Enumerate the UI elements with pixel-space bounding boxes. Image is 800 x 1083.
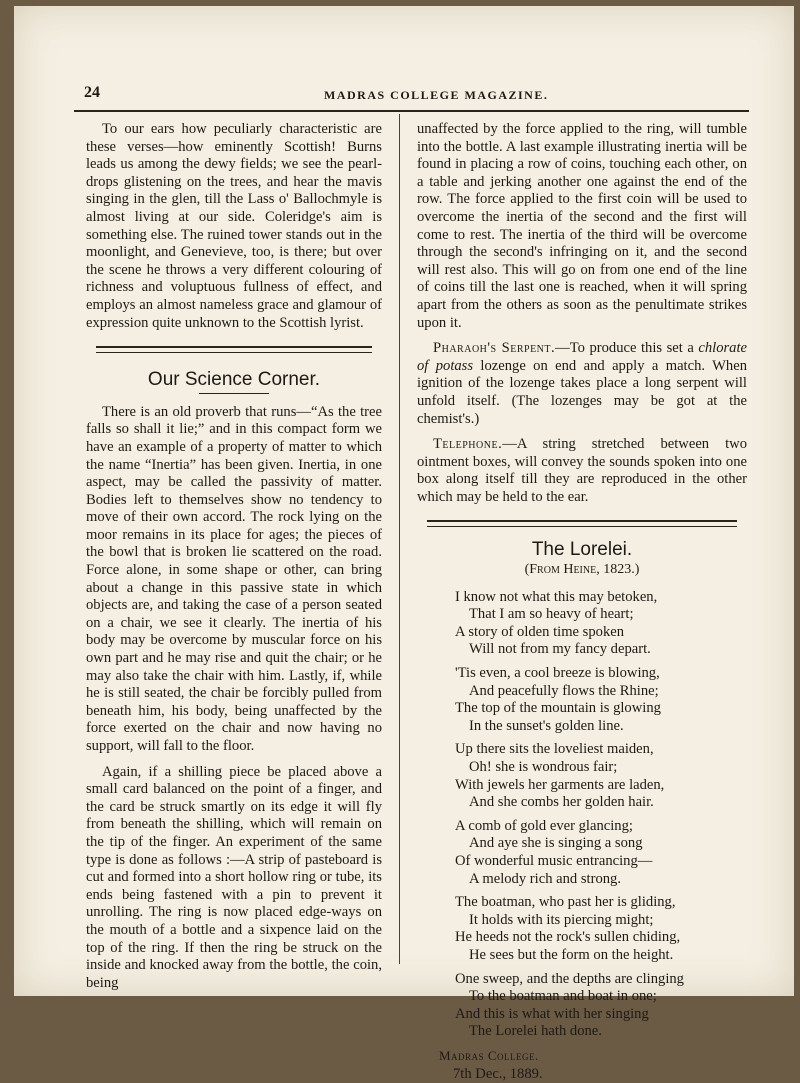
section-divider [96, 346, 372, 353]
poem-line: Of wonderful music entrancing— [455, 853, 747, 871]
title-rule [199, 393, 269, 394]
page-header [84, 84, 754, 106]
poem-line: The top of the mountain is glowing [455, 700, 747, 718]
poem-line: He sees but the form on the height. [455, 947, 747, 965]
poem-stanza [455, 818, 747, 888]
poem-line: And she combs her golden hair. [455, 794, 747, 812]
left-column [86, 121, 382, 1000]
poem-line: To the boatman and boat in one; [455, 988, 747, 1006]
poem-stanza [455, 971, 747, 1041]
pharaoh-text: —To produce this set a [555, 340, 698, 356]
poem-line: And peacefully flows the Rhine; [455, 683, 747, 701]
signoff-date: 7th Dec., 1889. [439, 1066, 747, 1083]
poem-stanza [455, 894, 747, 964]
poem-line: It holds with its piercing might; [455, 912, 747, 930]
poem-line: I know not what this may betoken, [455, 589, 747, 607]
continuation-paragraph: unaffected by the force applied to the ring, will tumble into the bottle. A last example illustrating inertia will be found in placing a row of coins, touching each other, on a table and jerking another one against the end of the row. The force applied to the first coin will be used to overcome the inertia of the second and the first will come to rest. The inertia of the third will be overcome through the second's infringing on it, and the second will rest also. This will go on from one end of the line of coins till the last one is reached, when it will spring apart from the others as soon as the penultimate strikes upon it. [417, 121, 747, 332]
poem-stanza [455, 589, 747, 659]
pharaoh-paragraph [417, 340, 747, 428]
poem-line: Oh! she is wondrous fair; [455, 759, 747, 777]
poem-title: The Lorelei. [417, 541, 747, 559]
section-title: Our Science Corner. [86, 371, 382, 389]
poem-subtitle: (From Heine, 1823.) [417, 561, 747, 579]
header-rule [74, 110, 749, 112]
poem-line: And this is what with her singing [455, 1006, 747, 1024]
column-divider [399, 114, 400, 964]
intro-paragraph: To our ears how peculiarly characteristic are these verses—how eminently Scottish! Burns leads us among the dewy fields; we see the pearl-drops glistening on the trees, and hear the mavis singing in the glen, till the Lass o' Ballochmyle is almost living at our side. Coleridge's aim is something else. The ruined tower stands out in the moonlight, and Genevieve, too, is there; but over the scene he throws a very different colouring of richness and voluptuous fullness of effect, and employs an almost nameless grace and glamour of expression quite unknown to the Scottish lyrist. [86, 121, 382, 332]
poem-line: One sweep, and the depths are clinging [455, 971, 747, 989]
poem-divider [427, 520, 737, 527]
pharaoh-text-after: lozenge on end and apply a match. When ignition of the lozenge takes place a long serpent will unfold itself. (The lozenges may be got at the chemist's.) [417, 358, 747, 427]
poem-line: The boatman, who past her is gliding, [455, 894, 747, 912]
poem-stanza [455, 665, 747, 735]
poem-line: The Lorelei hath done. [455, 1023, 747, 1041]
poem-line: With jewels her garments are laden, [455, 777, 747, 795]
poem-line: That I am so heavy of heart; [455, 606, 747, 624]
magazine-page [14, 6, 794, 996]
poem-body [417, 589, 747, 1041]
poem-line: A melody rich and strong. [455, 871, 747, 889]
signoff-place: Madras College. [439, 1048, 539, 1063]
pharaoh-lead: Pharaoh's Serpent. [433, 340, 555, 356]
poem-line: In the sunset's golden line. [455, 718, 747, 736]
right-column [417, 121, 747, 1083]
telephone-lead: Telephone. [433, 436, 502, 452]
telephone-paragraph [417, 436, 747, 506]
poem-line: He heeds not the rock's sullen chiding, [455, 929, 747, 947]
poem-line: A story of olden time spoken [455, 624, 747, 642]
poem-line: 'Tis even, a cool breeze is blowing, [455, 665, 747, 683]
poem-line: Will not from my fancy depart. [455, 641, 747, 659]
page-number: 24 [84, 84, 100, 102]
body-paragraph: Again, if a shilling piece be placed above a small card balanced on the point of a finger, and the card be struck smartly on its edge it will fly from beneath the shilling, which will remain on the tip of the finger. An experiment of the same type is done as follows :—A strip of pasteboard is cut and formed into a short hollow ring or tube, its ends being fastened with a pin to prevent it unrolling. The ring is now placed edge-ways on the mouth of a bottle and a sixpence laid on the top of the ring. If then the ring be struck on the inside and knocked away from the bottle, the coin, being [86, 764, 382, 993]
pharaoh-italic: chlorate of potass [417, 340, 747, 374]
poem-stanza [455, 741, 747, 811]
poem-line: Up there sits the loveliest maiden, [455, 741, 747, 759]
telephone-text: —A string stretched between two ointment boxes, will convey the sounds spoken into one box along itself till they are reproduced in the other which may be held to the ear. [417, 436, 747, 505]
signoff [439, 1047, 747, 1083]
body-paragraph: There is an old proverb that runs—“As the tree falls so shall it lie;” and in this compact form we have an example of a property of matter to which the name “Inertia” has been given. Inertia, in one aspect, may be called the passivity of matter. Bodies left to themselves show no tendency to move of their own accord. The rock lying on the moor remains in its place for ages; the pieces of the bowl that is broken lie scattered on the road. Force alone, in some shape or other, can bring about a change in this passive state in which objects are, and taking the case of a person seated on a chair, we see it clearly. The inertia of his body may be overcome by muscular force on his own part and he may rise and quit the chair; or he may also take the chair with him. Lastly, if, while he is still seated, the chair be forcibly pulled from beneath him, his body, being unaffected by the force exerted on the chair and now having no support, will fall to the floor. [86, 404, 382, 756]
poem-line: And aye she is singing a song [455, 835, 747, 853]
magazine-title: MADRAS COLLEGE MAGAZINE. [324, 88, 548, 103]
poem-line: A comb of gold ever glancing; [455, 818, 747, 836]
